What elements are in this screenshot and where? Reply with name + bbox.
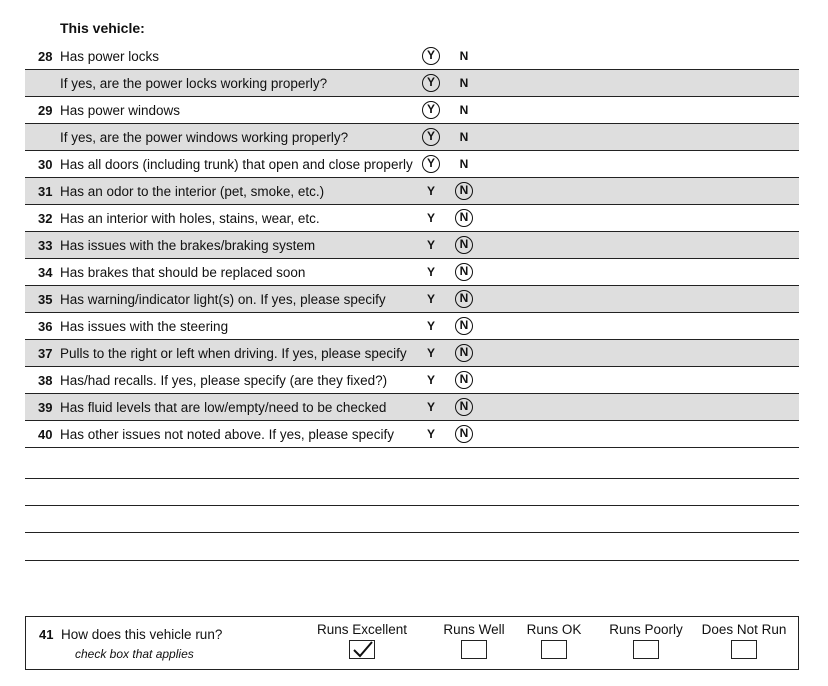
- no-option[interactable]: N: [455, 290, 473, 308]
- run-option-label: Runs Poorly: [609, 622, 683, 637]
- yes-option[interactable]: Y: [426, 292, 435, 306]
- question-number: 39: [38, 400, 53, 415]
- no-option[interactable]: N: [455, 398, 473, 416]
- no-option[interactable]: N: [455, 344, 473, 362]
- question-text: Has power windows: [60, 103, 181, 118]
- run-option-label: Runs Well: [443, 622, 505, 637]
- run-option-checkbox[interactable]: [633, 640, 659, 659]
- question-text: Has issues with the steering: [60, 319, 229, 334]
- question-number: 34: [38, 265, 53, 280]
- question-41-box: [25, 616, 799, 670]
- question-text: Has fluid levels that are low/empty/need to be checked: [60, 400, 387, 415]
- question-row: [25, 97, 799, 124]
- question-row: [25, 178, 799, 205]
- question-number: 35: [38, 292, 53, 307]
- yes-option[interactable]: Y: [426, 400, 435, 414]
- question-row: [25, 151, 799, 178]
- no-option[interactable]: N: [455, 371, 473, 389]
- no-option[interactable]: N: [455, 425, 473, 443]
- run-option-checkbox[interactable]: [731, 640, 757, 659]
- yes-option[interactable]: Y: [426, 238, 435, 252]
- yes-option[interactable]: Y: [426, 265, 435, 279]
- blank-answer-line[interactable]: [25, 560, 799, 561]
- no-option[interactable]: N: [455, 182, 473, 200]
- question-row: [25, 286, 799, 313]
- question-row: [25, 259, 799, 286]
- yes-option[interactable]: Y: [426, 184, 435, 198]
- question-row: [25, 43, 799, 70]
- question-text: Has an odor to the interior (pet, smoke, etc.): [60, 184, 325, 199]
- question-text: Has issues with the brakes/braking system: [60, 238, 316, 253]
- no-option[interactable]: N: [459, 76, 469, 90]
- question-text: Has an interior with holes, stains, wear, etc.: [60, 211, 320, 226]
- question-hint: check box that applies: [75, 647, 194, 661]
- question-row: [25, 232, 799, 259]
- no-option[interactable]: N: [459, 49, 469, 63]
- run-option-label: Does Not Run: [701, 622, 787, 637]
- yes-option[interactable]: Y: [422, 101, 440, 119]
- question-number: 29: [38, 103, 53, 118]
- question-row: [25, 205, 799, 232]
- yes-option[interactable]: Y: [422, 128, 440, 146]
- sub-question-text: If yes, are the power locks working properly?: [60, 76, 328, 91]
- run-option-checkbox[interactable]: [349, 640, 375, 659]
- no-option[interactable]: N: [459, 130, 469, 144]
- question-number: 40: [38, 427, 53, 442]
- checkmark-icon: [352, 640, 374, 660]
- question-text: Pulls to the right or left when driving. If yes, please specify: [60, 346, 407, 361]
- run-option-label: Runs Excellent: [316, 622, 408, 637]
- run-option-label: Runs OK: [526, 622, 582, 637]
- yes-option[interactable]: Y: [422, 47, 440, 65]
- question-number: 38: [38, 373, 53, 388]
- question-number: 36: [38, 319, 53, 334]
- blank-answer-line[interactable]: [25, 505, 799, 506]
- question-row: [25, 124, 799, 151]
- question-number: 33: [38, 238, 53, 253]
- no-option[interactable]: N: [455, 236, 473, 254]
- question-row: [25, 340, 799, 367]
- yes-option[interactable]: Y: [426, 427, 435, 441]
- sub-question-text: If yes, are the power windows working properly?: [60, 130, 349, 145]
- no-option[interactable]: N: [459, 103, 469, 117]
- yes-option[interactable]: Y: [426, 346, 435, 360]
- blank-answer-line[interactable]: [25, 478, 799, 479]
- question-row: [25, 421, 799, 448]
- yes-option[interactable]: Y: [426, 211, 435, 225]
- question-list: [25, 43, 799, 448]
- question-text: How does this vehicle run?: [61, 627, 223, 642]
- question-row: [25, 70, 799, 97]
- question-text: Has/had recalls. If yes, please specify (are they fixed?): [60, 373, 388, 388]
- no-option[interactable]: N: [455, 209, 473, 227]
- run-option-checkbox[interactable]: [461, 640, 487, 659]
- question-number: 32: [38, 211, 53, 226]
- question-row: [25, 367, 799, 394]
- no-option[interactable]: N: [455, 263, 473, 281]
- question-row: [25, 394, 799, 421]
- question-text: Has brakes that should be replaced soon: [60, 265, 306, 280]
- yes-option[interactable]: Y: [426, 373, 435, 387]
- yes-option[interactable]: Y: [422, 155, 440, 173]
- yes-option[interactable]: Y: [426, 319, 435, 333]
- section-title: This vehicle:: [60, 20, 145, 36]
- question-row: [25, 313, 799, 340]
- question-number: 41: [39, 627, 54, 642]
- no-option[interactable]: N: [455, 317, 473, 335]
- question-number: 30: [38, 157, 53, 172]
- run-option-checkbox[interactable]: [541, 640, 567, 659]
- no-option[interactable]: N: [459, 157, 469, 171]
- question-number: 31: [38, 184, 53, 199]
- question-text: Has power locks: [60, 49, 160, 64]
- question-text: Has other issues not noted above. If yes, please specify: [60, 427, 394, 442]
- question-number: 37: [38, 346, 53, 361]
- question-text: Has warning/indicator light(s) on. If yes, please specify: [60, 292, 386, 307]
- question-text: Has all doors (including trunk) that open and close properly: [60, 157, 413, 172]
- question-number: 28: [38, 49, 53, 64]
- yes-option[interactable]: Y: [422, 74, 440, 92]
- blank-answer-line[interactable]: [25, 532, 799, 533]
